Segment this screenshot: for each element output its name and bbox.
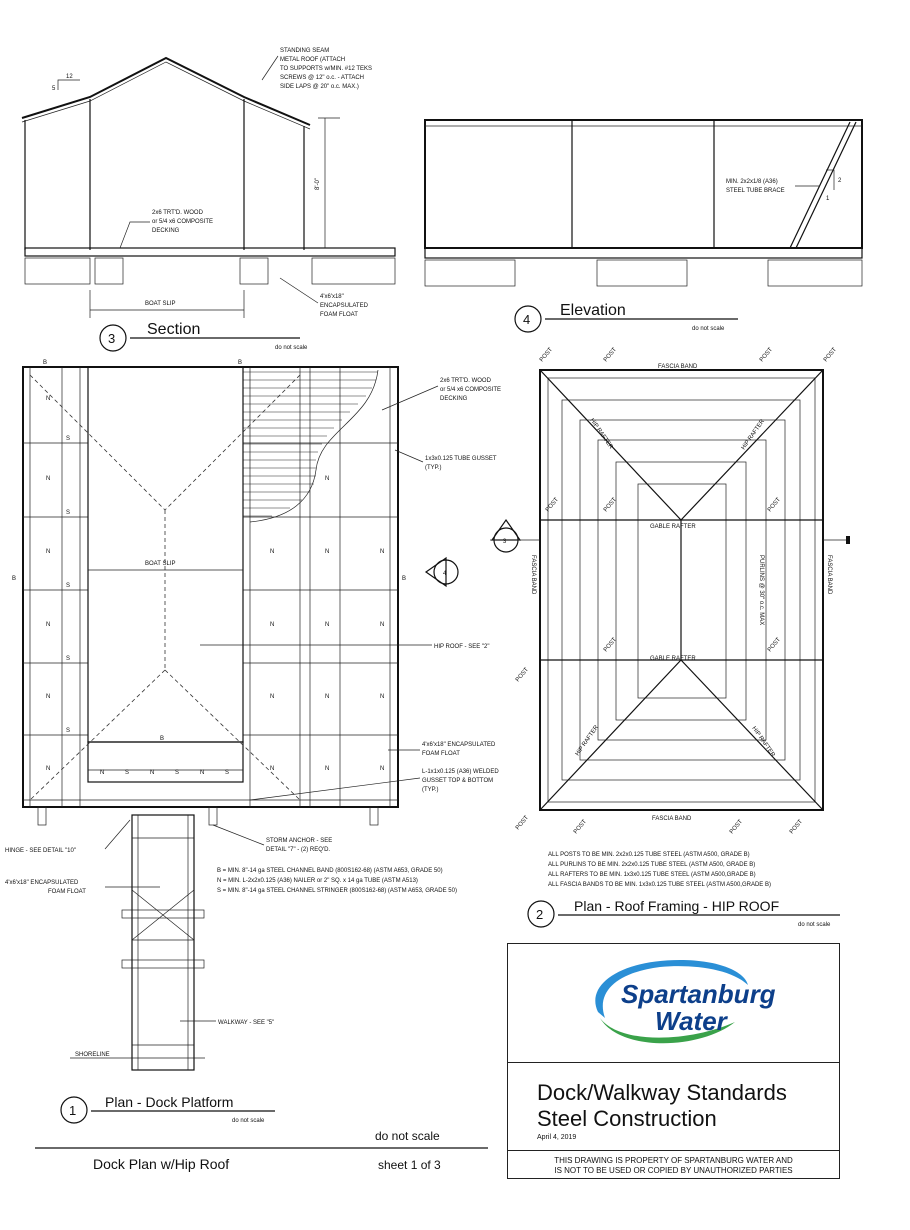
title-block	[507, 943, 840, 1179]
svg-text:N: N	[100, 770, 105, 776]
svg-text:POST: POST	[514, 814, 531, 832]
walkway	[122, 815, 204, 1070]
hip-rafter-tr: HIP RAFTER	[740, 418, 767, 452]
svg-text:METAL ROOF (ATTACH: METAL ROOF (ATTACH	[280, 57, 346, 63]
svg-text:N: N	[325, 766, 330, 772]
svg-text:HIP ROOF - SEE "2": HIP ROOF - SEE "2"	[434, 644, 490, 650]
svg-text:S: S	[66, 583, 71, 589]
svg-text:MIN. 2x2x1/8 (A36): MIN. 2x2x1/8 (A36)	[726, 179, 778, 185]
svg-text:N: N	[46, 549, 51, 555]
logo-text-water: Water	[655, 1006, 727, 1036]
roof-framing-notes	[548, 852, 771, 888]
svg-text:N: N	[46, 694, 51, 700]
section-number: 3	[108, 331, 116, 346]
svg-text:S: S	[66, 436, 71, 442]
svg-text:ALL POSTS TO BE MIN. 2x2x0.125: ALL POSTS TO BE MIN. 2x2x0.125 TUBE STEEL (ASTM A500, GRADE B)	[548, 852, 750, 858]
storm-anchor-right	[370, 807, 378, 825]
roof-plan-view	[490, 347, 850, 928]
elevation-view	[425, 120, 862, 332]
gable-rafter-bottom: GABLE RAFTER	[650, 656, 696, 662]
svg-text:N: N	[325, 476, 330, 482]
svg-text:2x6 TRT'D. WOOD: 2x6 TRT'D. WOOD	[152, 210, 203, 216]
plan-number: 1	[69, 1103, 77, 1118]
section-deck-note	[120, 210, 213, 248]
svg-text:(TYP.): (TYP.)	[422, 787, 439, 793]
plan-decking-note	[382, 378, 501, 410]
title-line-2: Steel Construction	[537, 1106, 717, 1131]
gusset-note	[395, 450, 497, 471]
section-marker-4	[426, 558, 458, 586]
logo-text-spartanburg: Spartanburg	[621, 979, 776, 1009]
plan-scale-note: do not scale	[232, 1118, 265, 1124]
pitch-run: 12	[66, 74, 73, 80]
svg-text:N: N	[270, 694, 275, 700]
fascia-right: FASCIA BAND	[826, 555, 832, 595]
svg-text:N: N	[46, 476, 51, 482]
svg-text:B: B	[43, 360, 48, 366]
svg-text:POST: POST	[514, 666, 531, 684]
plan-float-note	[388, 742, 496, 757]
hip-roof-outline	[30, 375, 300, 800]
walkway-float-note	[5, 880, 160, 895]
svg-text:N = MIN. L-2x2x0.125 (A36) NAI: N = MIN. L-2x2x0.125 (A36) NAILER or 2" SQ. x 14 ga TUBE (ASTM A513)	[217, 878, 418, 884]
dock-plan-view	[5, 360, 501, 1124]
svg-text:FOAM FLOAT: FOAM FLOAT	[48, 889, 86, 895]
brace-slope-v: 2	[838, 178, 842, 184]
svg-text:S: S	[125, 770, 130, 776]
svg-text:2x6 TRT'D. WOOD: 2x6 TRT'D. WOOD	[440, 378, 491, 384]
svg-text:ENCAPSULATED: ENCAPSULATED	[320, 303, 368, 309]
svg-text:or 5/4 x6 COMPOSITE: or 5/4 x6 COMPOSITE	[440, 387, 502, 393]
elevation-number: 4	[523, 312, 531, 327]
svg-text:N: N	[325, 694, 330, 700]
svg-text:B: B	[160, 736, 165, 742]
svg-text:N: N	[270, 549, 275, 555]
title-line-1: Dock/Walkway Standards	[537, 1080, 787, 1105]
section-boat-slip-label: BOAT SLIP	[145, 301, 176, 307]
svg-text:N: N	[380, 694, 385, 700]
svg-text:POST: POST	[766, 636, 783, 654]
svg-text:N: N	[200, 770, 205, 776]
svg-text:N: N	[325, 549, 330, 555]
logo-area	[508, 944, 839, 1063]
svg-text:3: 3	[503, 539, 507, 545]
section-title: Section	[147, 321, 201, 338]
fascia-left: FASCIA BAND	[530, 555, 536, 595]
svg-text:4'x6'x18": 4'x6'x18"	[320, 294, 344, 300]
svg-text:TO SUPPORTS w/MIN. #12 TEKS: TO SUPPORTS w/MIN. #12 TEKS	[280, 66, 373, 72]
svg-text:L-1x1x0.125 (A36) WELDED: L-1x1x0.125 (A36) WELDED	[422, 769, 499, 775]
svg-text:HINGE - SEE DETAIL "10": HINGE - SEE DETAIL "10"	[5, 848, 76, 854]
elevation-title: Elevation	[560, 302, 626, 319]
svg-text:DECKING: DECKING	[440, 396, 468, 402]
svg-text:POST: POST	[602, 636, 619, 654]
svg-text:POST: POST	[544, 496, 561, 514]
svg-text:N: N	[380, 549, 385, 555]
svg-text:DETAIL "7" - (2) REQ'D.: DETAIL "7" - (2) REQ'D.	[266, 847, 331, 853]
svg-text:POST: POST	[572, 818, 589, 836]
svg-text:FOAM FLOAT: FOAM FLOAT	[422, 751, 460, 757]
plan-title: Plan - Dock Platform	[105, 1094, 234, 1110]
member-marks	[12, 360, 406, 776]
svg-text:(TYP.): (TYP.)	[425, 465, 442, 471]
svg-text:B: B	[12, 576, 17, 582]
section-roof-line	[22, 58, 310, 125]
pitch-rise: 5	[52, 86, 56, 92]
disclaimer: THIS DRAWING IS PROPERTY OF SPARTANBURG WATER AND IS NOT TO BE USED OR COPIED BY UNAUTHORIZED PARTIES	[508, 1150, 839, 1176]
svg-text:S: S	[225, 770, 230, 776]
svg-text:N: N	[270, 766, 275, 772]
svg-text:POST: POST	[728, 818, 745, 836]
svg-text:SIDE LAPS @ 20" o.c. MAX.): SIDE LAPS @ 20" o.c. MAX.)	[280, 84, 359, 90]
svg-text:B: B	[402, 576, 407, 582]
svg-text:POST: POST	[766, 496, 783, 514]
svg-text:SCREWS @ 12" o.c. - ATTACH: SCREWS @ 12" o.c. - ATTACH	[280, 75, 365, 81]
svg-text:POST: POST	[602, 496, 619, 514]
sheet-plan-name: Dock Plan w/Hip Roof	[93, 1156, 230, 1172]
svg-text:or 5/4 x6 COMPOSITE: or 5/4 x6 COMPOSITE	[152, 219, 214, 225]
svg-text:B: B	[238, 360, 243, 366]
svg-text:STEEL TUBE BRACE: STEEL TUBE BRACE	[726, 188, 785, 194]
roof-plan-title: Plan - Roof Framing - HIP ROOF	[574, 898, 780, 914]
svg-text:FOAM FLOAT: FOAM FLOAT	[320, 312, 358, 318]
svg-text:4: 4	[443, 571, 447, 577]
svg-text:4'x6'x18" ENCAPSULATED: 4'x6'x18" ENCAPSULATED	[422, 742, 496, 748]
svg-text:B = MIN. 8"-14 ga STEEL CHANNE: B = MIN. 8"-14 ga STEEL CHANNEL BAND (800S162-68) (ASTM A653, GRADE 50)	[217, 868, 443, 874]
roof-plan-scale-note: do not scale	[798, 922, 831, 928]
sheet-number: sheet 1 of 3	[378, 1158, 441, 1172]
sheet-scale-note: do not scale	[375, 1129, 440, 1143]
svg-text:N: N	[380, 622, 385, 628]
hip-rafter-tl: HIP RAFTER	[588, 417, 614, 451]
svg-text:N: N	[380, 766, 385, 772]
svg-text:S: S	[175, 770, 180, 776]
svg-text:ALL RAFTERS TO BE MIN. 1x3x0.1: ALL RAFTERS TO BE MIN. 1x3x0.125 TUBE STEEL (ASTM A500,GRADE B)	[548, 872, 756, 878]
svg-text:POST: POST	[822, 346, 839, 364]
svg-text:POST: POST	[602, 346, 619, 364]
welded-gusset-note	[250, 769, 499, 800]
svg-text:ALL FASCIA BANDS TO BE MIN. 1x: ALL FASCIA BANDS TO BE MIN. 1x3x0.125 TUBE STEEL (ASTM A500,GRADE B)	[548, 882, 771, 888]
plan-legend	[217, 868, 457, 894]
elevation-scale-note: do not scale	[692, 326, 725, 332]
storm-anchor-left	[209, 807, 217, 825]
section-marker-3	[490, 520, 540, 552]
brace-note	[726, 179, 820, 194]
svg-text:GUSSET TOP & BOTTOM: GUSSET TOP & BOTTOM	[422, 778, 494, 784]
svg-text:STORM ANCHOR - SEE: STORM ANCHOR - SEE	[266, 838, 333, 844]
svg-text:N: N	[325, 622, 330, 628]
svg-text:ALL PURLINS TO BE MIN. 2x2x0.1: ALL PURLINS TO BE MIN. 2x2x0.125 TUBE STEEL (ASTM A500, GRADE B)	[548, 862, 756, 868]
svg-text:S: S	[66, 728, 71, 734]
svg-text:N: N	[46, 622, 51, 628]
sheet-footer	[35, 1129, 488, 1172]
section-view	[22, 48, 395, 351]
hip-rafter-bl: HIP RAFTER	[574, 724, 601, 758]
svg-text:N: N	[46, 766, 51, 772]
fascia-bottom: FASCIA BAND	[652, 816, 692, 822]
fascia-top: FASCIA BAND	[658, 364, 698, 370]
svg-text:S: S	[66, 510, 71, 516]
height-dimension: 8'-0"	[315, 178, 321, 190]
svg-text:STANDING SEAM: STANDING SEAM	[280, 48, 330, 54]
svg-text:1x3x0.125 TUBE GUSSET: 1x3x0.125 TUBE GUSSET	[425, 456, 497, 462]
hinge-post	[38, 807, 46, 825]
decking-hatch	[243, 370, 378, 522]
svg-text:N: N	[270, 622, 275, 628]
svg-text:S = MIN. 8"-14 ga STEEL CHANNE: S = MIN. 8"-14 ga STEEL CHANNEL STRINGER (800S162-68) (ASTM A653, GRADE 50)	[217, 888, 457, 894]
svg-text:WALKWAY - SEE "5": WALKWAY - SEE "5"	[218, 1020, 275, 1026]
svg-text:POST: POST	[758, 346, 775, 364]
hinge-note	[5, 820, 130, 854]
svg-text:POST: POST	[788, 818, 805, 836]
roof-note	[262, 48, 372, 90]
svg-text:N: N	[150, 770, 155, 776]
gable-rafter-top: GABLE RAFTER	[650, 524, 696, 530]
shoreline-label: SHORELINE	[75, 1052, 110, 1058]
storm-anchor-note	[213, 825, 332, 853]
svg-text:POST: POST	[538, 346, 555, 364]
section-scale-note: do not scale	[275, 345, 308, 351]
plan-boat-slip-label: BOAT SLIP	[145, 561, 176, 567]
svg-text:4'x6'x18" ENCAPSULATED: 4'x6'x18" ENCAPSULATED	[5, 880, 79, 886]
svg-text:DECKING: DECKING	[152, 228, 180, 234]
svg-text:S: S	[66, 656, 71, 662]
svg-text:N: N	[46, 396, 51, 402]
hip-rafter-br: HIP RAFTER	[750, 725, 776, 759]
roof-plan-number: 2	[536, 907, 544, 922]
drawing-date: April 4, 2019	[537, 1134, 577, 1141]
brace-slope-h: 1	[826, 196, 830, 202]
purlins-label: PURLINS @ 30" o.c. MAX	[758, 555, 764, 626]
